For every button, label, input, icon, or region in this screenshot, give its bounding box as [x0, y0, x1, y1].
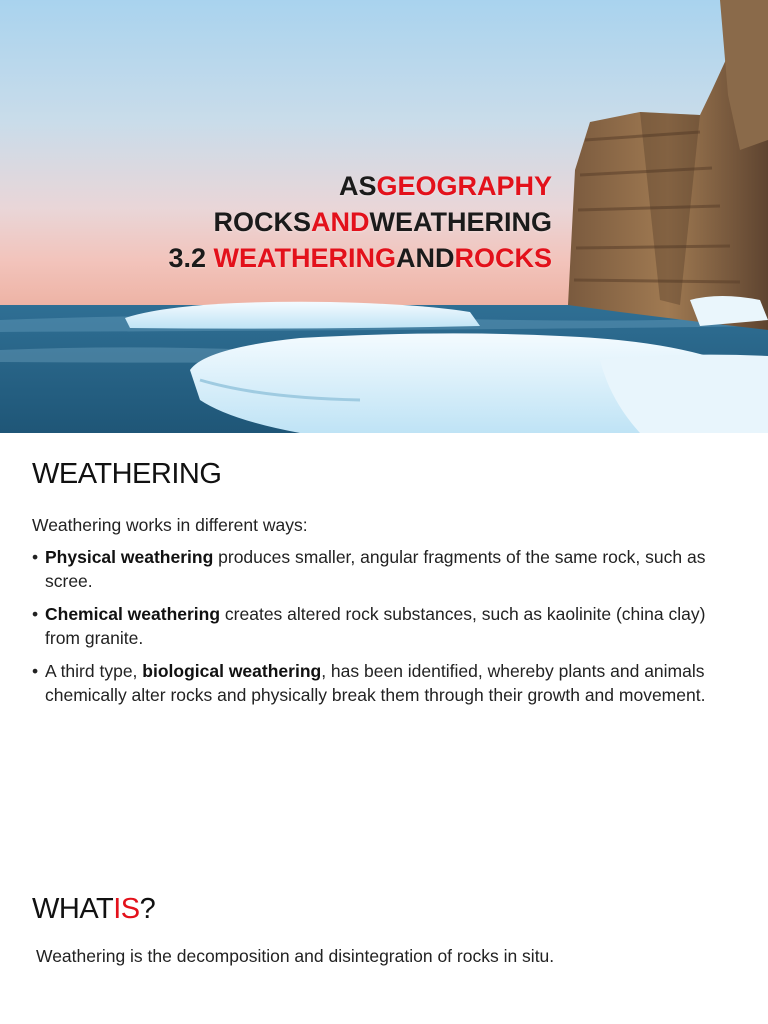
bullet-text-after: produces smaller, angular fragments of the same rock, such as scree.	[45, 547, 706, 591]
title-part: AS	[338, 171, 377, 201]
weathering-heading: WEATHERING	[32, 458, 222, 490]
weathering-bullet-list	[32, 545, 732, 716]
weathering-definition: Weathering is the decomposition and disintegration of rocks in situ.	[36, 946, 555, 966]
weathering-intro: Weathering works in different ways:	[32, 515, 308, 535]
title-part: ROCKS	[454, 243, 552, 273]
bullet-text-after: , has been identified, whereby plants and animals chemically alter rocks and physically break them through their growth and movement.	[45, 661, 706, 705]
hero-title-line-3	[168, 240, 552, 276]
bullet-term: Chemical weathering	[45, 604, 221, 624]
title-part: 3.2	[168, 243, 214, 273]
bullet-text-before: A third type,	[45, 661, 143, 681]
title-part: AND	[311, 207, 370, 237]
hero-banner	[0, 0, 768, 433]
heading-part: ?	[139, 893, 156, 925]
list-item	[32, 545, 732, 593]
heading-part: IS	[113, 893, 140, 925]
heading-part: WHAT	[32, 893, 114, 925]
title-part: GEOGRAPHY	[376, 171, 552, 201]
hero-title-line-1	[168, 168, 552, 204]
title-part: WEATHERING	[213, 243, 396, 273]
bullet-text-after: creates altered rock substances, such as kaolinite (china clay) from granite.	[45, 604, 706, 648]
what-is-heading	[32, 893, 155, 926]
title-part: WEATHERING	[369, 207, 552, 237]
hero-title	[168, 168, 552, 276]
list-item	[32, 602, 732, 650]
hero-title-line-2	[168, 204, 552, 240]
title-part: ROCKS	[213, 207, 311, 237]
title-part: AND	[395, 243, 455, 273]
bullet-term: biological weathering	[142, 661, 322, 681]
bullet-term: Physical weathering	[45, 547, 214, 567]
list-item	[32, 659, 732, 707]
